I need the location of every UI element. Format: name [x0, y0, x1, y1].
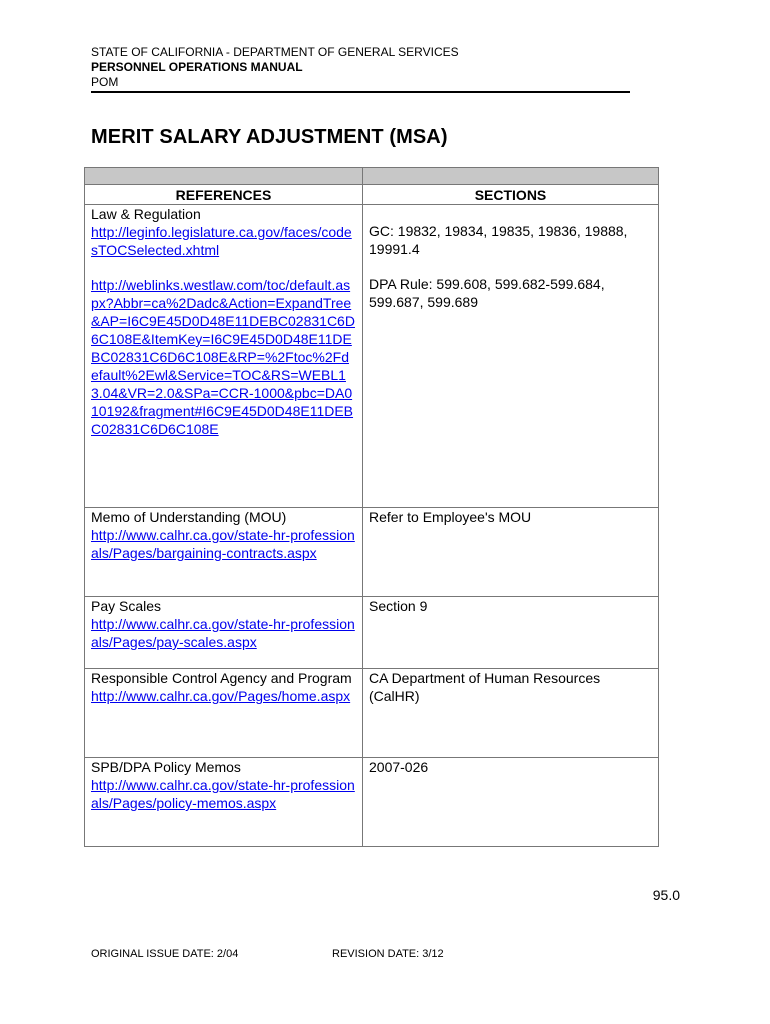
reference-link[interactable]: http://www.calhr.ca.gov/state-hr-professionals/Pages/pay-scales.aspx — [91, 616, 355, 650]
section-cell — [363, 597, 659, 669]
reference-label: SPB/DPA Policy Memos — [91, 759, 241, 775]
header-agency: STATE OF CALIFORNIA - DEPARTMENT OF GENERAL SERVICES — [91, 45, 459, 59]
document-header — [91, 45, 631, 90]
sections-column-header: SECTIONS — [363, 185, 659, 205]
section-cell — [363, 758, 659, 847]
reference-link[interactable]: http://www.calhr.ca.gov/state-hr-professionals/Pages/policy-memos.aspx — [91, 777, 355, 811]
reference-cell — [85, 205, 363, 508]
reference-link[interactable]: http://www.calhr.ca.gov/Pages/home.aspx — [91, 688, 351, 704]
reference-label: Memo of Understanding (MOU) — [91, 509, 287, 525]
section-text: Section 9 — [369, 598, 428, 614]
table-row — [85, 508, 659, 597]
table-row — [85, 669, 659, 758]
table-header-row — [85, 185, 659, 205]
page-number: 95.0 — [652, 887, 680, 903]
section-cell — [363, 669, 659, 758]
section-text: Refer to Employee's MOU — [369, 509, 532, 525]
reference-cell — [85, 597, 363, 669]
section-cell — [363, 508, 659, 597]
references-column-header: REFERENCES — [85, 185, 363, 205]
reference-cell — [85, 669, 363, 758]
reference-cell — [85, 758, 363, 847]
references-table — [84, 167, 659, 847]
header-abbrev: POM — [91, 75, 119, 89]
original-issue-date: ORIGINAL ISSUE DATE: 2/04 — [91, 948, 239, 960]
section-text: CA Department of Human Resources (CalHR) — [369, 670, 601, 704]
section-text: GC: 19832, 19834, 19835, 19836, 19888, 19991.4 — [369, 223, 628, 257]
reference-link[interactable]: http://weblinks.westlaw.com/toc/default.aspx?Abbr=ca%2Dadc&Action=ExpandTree&AP=I6C9E45D0D48E11DEBC02831C6D6C108E&ItemKey=I6C9E45D0D48E11DEBC02831C6D6C108E&RP=%2Ftoc%2Fdefault%2Ewl&Service=TOC&RS=WEBL13.04&VR=2.0&SPa=CCR-1000&pbc=DA010192&fragment#I6C9E45D0D48E11DEBC02831C6D6C108E — [91, 277, 355, 437]
reference-link[interactable]: http://www.calhr.ca.gov/state-hr-professionals/Pages/bargaining-contracts.aspx — [91, 527, 355, 561]
table-row — [85, 758, 659, 847]
reference-cell — [85, 508, 363, 597]
reference-link[interactable]: http://leginfo.legislature.ca.gov/faces/codesTOCSelected.xhtml — [91, 224, 352, 258]
section-cell — [363, 205, 659, 508]
table-shade-row — [85, 168, 659, 185]
reference-label: Pay Scales — [91, 598, 162, 614]
table-row — [85, 597, 659, 669]
section-text: DPA Rule: 599.608, 599.682-599.684, 599.687, 599.689 — [369, 276, 605, 310]
section-text: 2007-026 — [369, 759, 429, 775]
reference-label: Law & Regulation — [91, 206, 201, 222]
page-title: MERIT SALARY ADJUSTMENT (MSA) — [91, 126, 448, 148]
reference-label: Responsible Control Agency and Program — [91, 670, 352, 686]
header-divider — [91, 91, 630, 93]
header-manual: PERSONNEL OPERATIONS MANUAL — [91, 60, 303, 74]
table-row — [85, 205, 659, 508]
revision-date: REVISION DATE: 3/12 — [332, 948, 444, 960]
